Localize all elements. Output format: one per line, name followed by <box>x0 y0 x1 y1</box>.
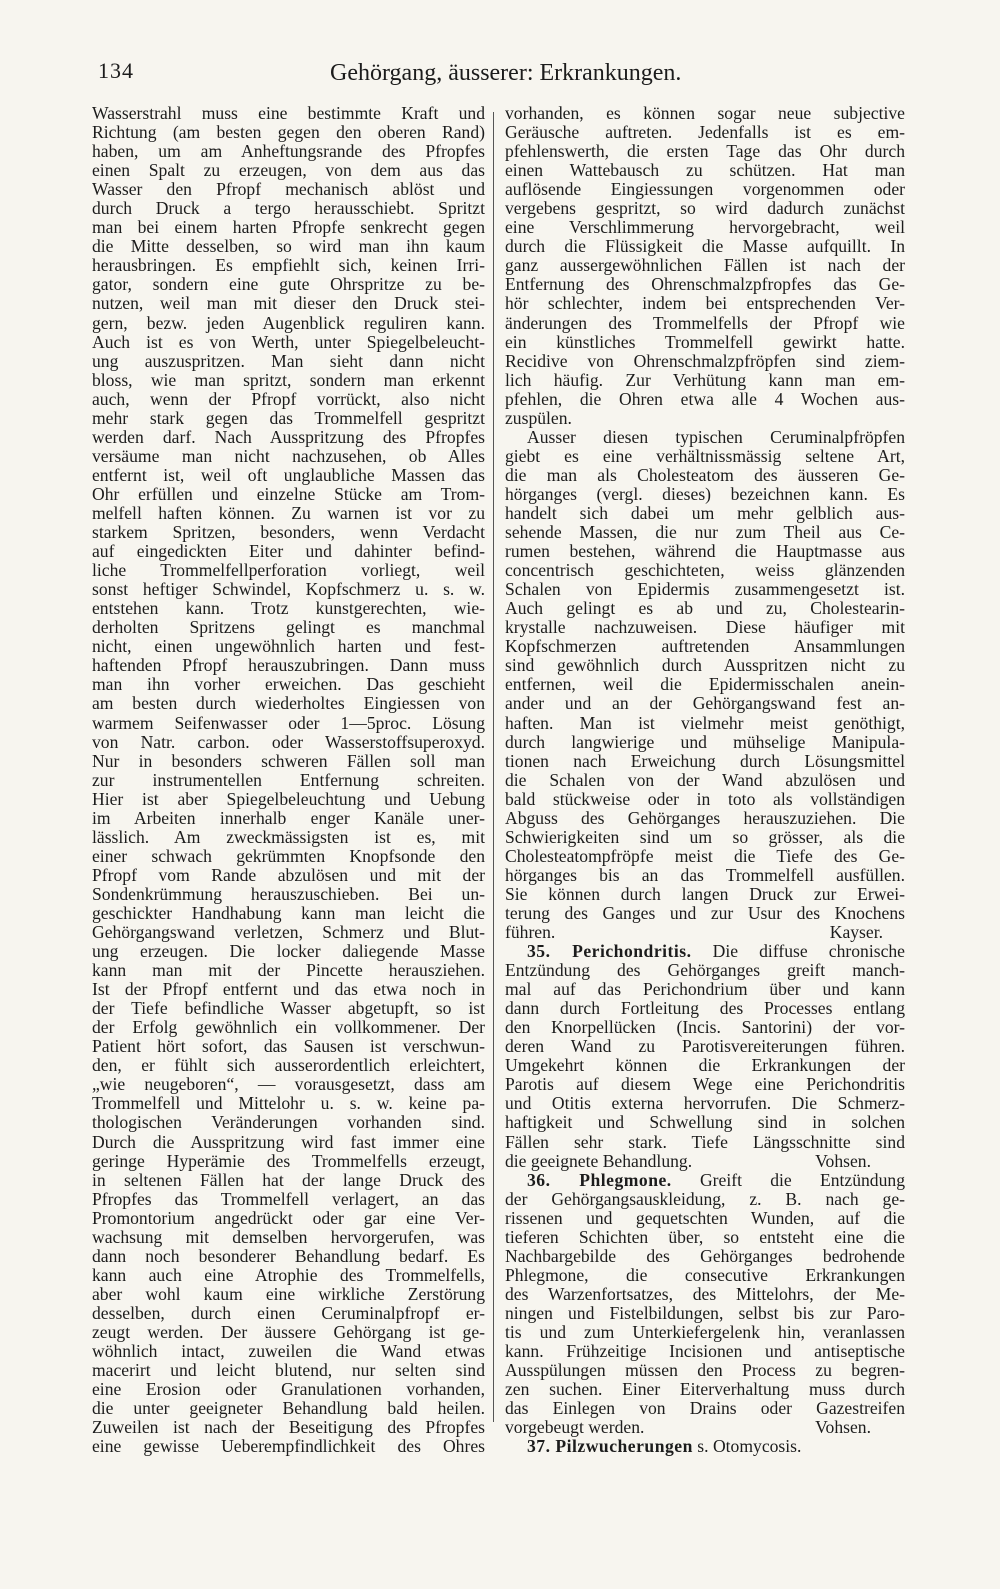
text-line: kann man mit der Pincette herausziehen. <box>92 960 485 981</box>
text-line: bald stückweise oder in toto als vollständigen <box>505 788 905 809</box>
text-line: Geräusche auftreten. Jedenfalls ist es em- <box>505 122 905 143</box>
text-line: man ihn vorher erweichen. Das geschieht <box>92 674 485 695</box>
text-line: der Erfolg gewöhnlich ein vollkommener. Der <box>92 1017 485 1038</box>
text-line: tieferen Schichten über, so entsteht eine die <box>505 1226 905 1247</box>
section-35-body <box>505 961 905 1151</box>
text-line: zur instrumentellen Entfernung schreiten. <box>92 769 485 790</box>
text-line: Richtung (am besten gegen den oberen Rand) <box>92 122 485 143</box>
text-line: derholten Spritzens gelingt es manchmal <box>92 617 485 638</box>
text-line: hör schlechter, indem bei entsprechenden Ver- <box>505 293 905 314</box>
section-last-line: vorgebeugt werden. <box>505 1417 645 1438</box>
text-line: kann. Frühzeitige Incisionen und antiseptische <box>505 1341 905 1362</box>
text-line: ein künstliches Trommelfell gewirkt hatte. <box>505 331 905 352</box>
text-line: hörganges (vergl. dieses) bezeichnen kann. Es <box>505 483 905 504</box>
section-heading: 36. Phlegmone. <box>527 1169 672 1190</box>
text-line: Phlegmone, die consecutive Erkrankungen <box>505 1264 905 1285</box>
text-line: der Gehörgangsauskleidung, z. B. nach ge- <box>505 1188 905 1209</box>
text-line: dann noch besonderer Behandlung bedarf. Es <box>92 1245 485 1266</box>
text-line: Nachbargebilde des Gehörganges bedrohende <box>505 1245 905 1266</box>
text-line: Recidive von Ohrenschmalzpfröpfen sind ziem- <box>505 350 905 371</box>
text-line: den, er fühlt sich ausserordentlich erleichtert, <box>92 1055 485 1076</box>
signature-line-vohsen <box>505 1418 905 1437</box>
text-line: haften. Man ist vielmehr meist genöthigt, <box>505 712 905 733</box>
text-line: nicht, einen ungewöhnlich harten und fest- <box>92 636 485 657</box>
text-line: terung des Ganges und zur Usur des Knochens <box>505 902 905 923</box>
text-line: sind gewöhnlich durch Ausspritzen nicht zu <box>505 655 905 676</box>
text-line: haben, um am Anheftungsrande des Pfropfes <box>92 141 485 162</box>
text-line: Auch gelingt es ab und zu, Cholestearin- <box>505 598 905 619</box>
author-signature: Vohsen. <box>815 1417 871 1438</box>
text-line: Cholesteatompfröpfe meist die Tiefe des Ge- <box>505 845 905 866</box>
text-line: durch die Flüssigkeit die Masse aufquillt. In <box>505 236 905 257</box>
text-line: einen Spalt zu erzeugen, von dem aus das <box>92 160 485 181</box>
text-line: geschickter Handhabung kann man leicht die <box>92 902 485 923</box>
text-line: Entzündung des Gehörganges greift manch- <box>505 960 905 981</box>
text-line: zeugt werden. Der äussere Gehörgang ist ge- <box>92 1322 485 1342</box>
text-line: eine Erosion oder Granulationen vorhanden, <box>92 1379 485 1400</box>
paragraph-cholesteatoma <box>505 428 905 923</box>
text-line: zuspülen. <box>505 407 572 428</box>
author-signature: Kayser. <box>829 922 883 943</box>
text-line: sehende Massen, die nur zum Theil aus Ce- <box>505 522 905 543</box>
text-line: hörganges bis an das Trommelfell ausfüllen. <box>505 864 905 885</box>
text-line: haftenden Pfropf herauszubringen. Dann muss <box>92 655 485 676</box>
text-line: sonst heftiger Schwindel, Kopfschmerz u. s. w. <box>92 579 485 600</box>
section-first-line-text: Die diffuse chronische <box>712 941 905 962</box>
text-line: tionen nach Erweichung durch Lösungsmittel <box>505 750 905 771</box>
text-line: pfehlen, die Ohren etwa alle 4 Wochen aus- <box>505 388 905 409</box>
text-line: vergebens gespritzt, so wird dadurch zunächst <box>505 198 905 219</box>
text-line: ung auszuspritzen. Man sieht dann nicht <box>92 350 485 371</box>
text-line: Umgekehrt können die Erkrankungen der <box>505 1055 905 1076</box>
text-line: und Otitis externa hervorrufen. Die Schmerz- <box>505 1093 905 1114</box>
text-line: mehr stark gegen das Trommelfell gespritzt <box>92 407 485 428</box>
text-line: geringe Hyperämie des Trommelfells erzeugt, <box>92 1150 485 1171</box>
paragraph-cerumen-continued <box>505 104 905 428</box>
section-first-line-text: Greift die Entzündung <box>699 1169 905 1190</box>
text-line: einen Wattebausch zu schützen. Hat man <box>505 160 905 181</box>
text-line: Sie können durch langen Druck zur Erwei- <box>505 883 905 904</box>
text-line: Pfropfes das Trommelfell verlagert, an das <box>92 1188 485 1209</box>
text-line: Sondenkrümmung herauszuschieben. Bei un- <box>92 883 485 904</box>
text-line: rissenen und gequetschten Wunden, auf die <box>505 1207 905 1228</box>
paragraph-last-line: führen. <box>505 922 556 943</box>
text-line: bloss, wie man spritzt, sondern man erkennt <box>92 369 485 390</box>
text-line: Durch die Ausspritzung wird fast immer eine <box>92 1131 485 1152</box>
text-line: der Tiefe befindliche Wasser abgetupft, so ist <box>92 998 485 1019</box>
text-line: Fällen sehr stark. Tiefe Längsschnitte sind <box>505 1131 905 1152</box>
text-line: auflösende Eingiessungen vorgenommen oder <box>505 179 905 200</box>
text-line: thologischen Veränderungen vorhanden sind. <box>92 1112 485 1133</box>
text-line: Ist der Pfropf entfernt und das etwa noch in <box>92 979 485 1000</box>
text-line: Wasser den Pfropf mechanisch ablöst und <box>92 179 485 200</box>
text-line: die man als Cholesteatom des äusseren Ge- <box>505 464 905 485</box>
text-line: änderungen des Trommelfells der Pfropf wie <box>505 312 905 333</box>
section-heading: 37. Pilzwucherungen <box>527 1436 693 1457</box>
text-line: Entfernung des Ohrenschmalzpfropfes das Ge- <box>505 274 905 295</box>
text-line: „wie neugeboren“, — vorausgesetzt, dass am <box>92 1074 485 1095</box>
text-line: Zuweilen ist nach der Beseitigung des Pfropfes <box>92 1417 485 1438</box>
text-line: werden darf. Nach Ausspritzung des Pfropfes <box>92 426 485 447</box>
section-35-heading-line <box>505 942 905 961</box>
text-line: in seltenen Fällen hat der lange Druck des <box>92 1169 485 1190</box>
right-column <box>505 104 905 1456</box>
text-line: wachsung mit demselben hervorgerufen, was <box>92 1226 485 1247</box>
text-line: giebt es eine verhältnissmässig seltene Art, <box>505 445 905 466</box>
text-line: Ausser diesen typischen Ceruminalpfröpfen <box>527 426 905 447</box>
text-line: entfernt ist, weil oft unglaubliche Massen das <box>92 464 485 485</box>
text-line: kann auch eine Atrophie des Trommelfells, <box>92 1264 485 1285</box>
text-line: deren Wand zu Parotisvereiterungen führen. <box>505 1036 905 1057</box>
text-line: starkem Spritzen, besonders, wenn Verdacht <box>92 522 485 543</box>
text-line: die unter geeigneter Behandlung bald heilen. <box>92 1398 485 1419</box>
text-line: wöhnlich intact, zuweilen die Wand etwas <box>92 1341 485 1362</box>
text-line: mal auf das Perichondrium über und kann <box>505 979 905 1000</box>
text-line: krystalle nachzuweisen. Diese häufiger mit <box>505 617 905 638</box>
text-line: einer schwach gekrümmten Knopfsonde den <box>92 845 485 866</box>
text-line: dann durch Fortleitung des Processes entlang <box>505 998 905 1019</box>
text-line: liche Trommelfellperforation vorliegt, weil <box>92 560 485 581</box>
text-line: lich häufig. Zur Verhütung kann man em- <box>505 369 905 390</box>
text-line: gern, bezw. jeden Augenblick reguliren kann. <box>92 312 485 333</box>
text-line: Promontorium angedrückt oder gar eine Ver- <box>92 1207 485 1228</box>
text-line: concentrisch geschichteten, weiss glänzenden <box>505 560 905 581</box>
text-line: herausbringen. Es empfiehlt sich, keinen Irri- <box>92 255 485 276</box>
text-line: Ausspülungen müssen den Process zu begren- <box>505 1360 905 1381</box>
text-line: Wasserstrahl muss eine bestimmte Kraft und <box>92 103 485 123</box>
section-37-heading-line <box>505 1437 905 1456</box>
text-line: Kopfschmerzen auftretenden Ansammlungen <box>505 636 905 657</box>
text-line: auch, wenn der Pfropf vorrückt, also nicht <box>92 388 485 409</box>
text-line: rumen bestehen, während die Hauptmasse aus <box>505 541 905 562</box>
text-line: Nur in besonders schweren Fällen soll man <box>92 750 485 771</box>
text-line: des Warzenfortsatzes, des Mittelohrs, der Me- <box>505 1283 905 1304</box>
text-line: Auch ist es von Werth, unter Spiegelbeleucht- <box>92 331 485 352</box>
text-line: handelt sich dabei um mehr gelblich aus- <box>505 502 905 523</box>
text-line: man bei einem harten Pfropfe senkrecht gegen <box>92 217 485 238</box>
text-line: im Arbeiten innerhalb enger Kanäle uner- <box>92 807 485 828</box>
text-line: entstehen kann. Trotz kunstgerechten, wie- <box>92 598 485 619</box>
author-signature: Vohsen. <box>815 1150 871 1171</box>
text-line: durch Druck a tergo herausschiebt. Spritzt <box>92 198 485 219</box>
text-line: das Einlegen von Drains oder Gazestreifen <box>505 1398 905 1419</box>
text-line: lässlich. Am zweckmässigsten ist es, mit <box>92 826 485 847</box>
text-line: den Knorpellücken (Incis. Santorini) der vor- <box>505 1017 905 1038</box>
text-line: Hier ist aber Spiegelbeleuchtung und Uebung <box>92 788 485 809</box>
text-line: vorhanden, es können sogar neue subjective <box>505 103 905 123</box>
text-line: ander und an der Gehörgangswand fest an- <box>505 693 905 714</box>
signature-line-vohsen <box>505 1152 905 1171</box>
left-column <box>92 104 485 1456</box>
section-36-heading-line <box>505 1171 905 1190</box>
text-line: warmem Seifenwasser oder 1—5proc. Lösung <box>92 712 485 733</box>
section-heading: 35. Perichondritis. <box>527 941 692 962</box>
text-line: die Mitte desselben, so wird man ihn kaum <box>92 236 485 257</box>
text-line: macerirt und leicht blutend, nur selten sind <box>92 1360 485 1381</box>
signature-line-kayser <box>505 923 905 942</box>
text-line: am besten durch wiederholtes Eingiessen von <box>92 693 485 714</box>
text-line: gator, sondern eine gute Ohrspritze zu be- <box>92 274 485 295</box>
text-line: desselben, durch einen Ceruminalpfropf er- <box>92 1302 485 1323</box>
text-line: ung erzeugen. Die locker daliegende Masse <box>92 941 485 962</box>
text-line: aber wohl kaum eine wirkliche Zerstörung <box>92 1283 485 1304</box>
text-line: Ohr erfüllen und einzelne Stücke am Trom- <box>92 483 485 504</box>
text-line: Trommelfell und Mittelohr u. s. w. keine pa- <box>92 1093 485 1114</box>
text-line: versäume man nicht nachzusehen, ob Alles <box>92 445 485 466</box>
text-line: Patient hört sofort, das Sausen ist verschwun- <box>92 1036 485 1057</box>
column-rule <box>493 112 494 1422</box>
text-line: melfell haften können. Zu warnen ist vor zu <box>92 502 485 523</box>
text-line: Parotis auf diesem Wege eine Perichondritis <box>505 1074 905 1095</box>
text-line: zen suchen. Einer Eiterverhaltung muss durch <box>505 1379 905 1400</box>
cross-reference: s. Otomycosis. <box>697 1436 802 1457</box>
text-line: Gehörgangswand verletzen, Schmerz und Blut- <box>92 922 485 943</box>
text-line: von Natr. carbon. oder Wasserstoffsuperoxyd. <box>92 731 485 752</box>
text-line: Abguss des Gehörganges herauszuziehen. Die <box>505 807 905 828</box>
text-line: ningen und Fistelbildungen, selbst bis zur Paro- <box>505 1302 905 1323</box>
running-head: Gehörgang, äusserer: Erkrankungen. <box>330 60 682 86</box>
text-line: auf eingedickten Eiter und dahinter befind- <box>92 541 485 562</box>
text-line: Pfropf vom Rande abzulösen und mit der <box>92 864 485 885</box>
text-line: eine Verschlimmerung hervorgebracht, weil <box>505 217 905 238</box>
section-last-line: die geeignete Behandlung. <box>505 1150 693 1171</box>
text-line: Schwierigkeiten sind um so grösser, als die <box>505 826 905 847</box>
page-number: 134 <box>98 58 134 83</box>
text-line: haftigkeit und Schwellung sind in solchen <box>505 1112 905 1133</box>
text-line: entfernen, weil die Epidermisschalen anein- <box>505 674 905 695</box>
section-36-body <box>505 1190 905 1419</box>
text-line: tis und zum Unterkiefergelenk hin, veranlassen <box>505 1322 905 1342</box>
text-line: ganz aussergewöhnlichen Fällen ist nach der <box>505 255 905 276</box>
text-line: nutzen, weil man mit dieser den Druck stei- <box>92 293 485 314</box>
text-line: Schalen von Epidermis zusammengesetzt ist. <box>505 579 905 600</box>
text-line: pfehlenswerth, die ersten Tage das Ohr durch <box>505 141 905 162</box>
text-line: eine gewisse Ueberempfindlichkeit des Ohres <box>92 1436 485 1457</box>
text-line: durch langwierige und mühselige Manipula- <box>505 731 905 752</box>
text-line: die Schalen von der Wand abzulösen und <box>505 769 905 790</box>
